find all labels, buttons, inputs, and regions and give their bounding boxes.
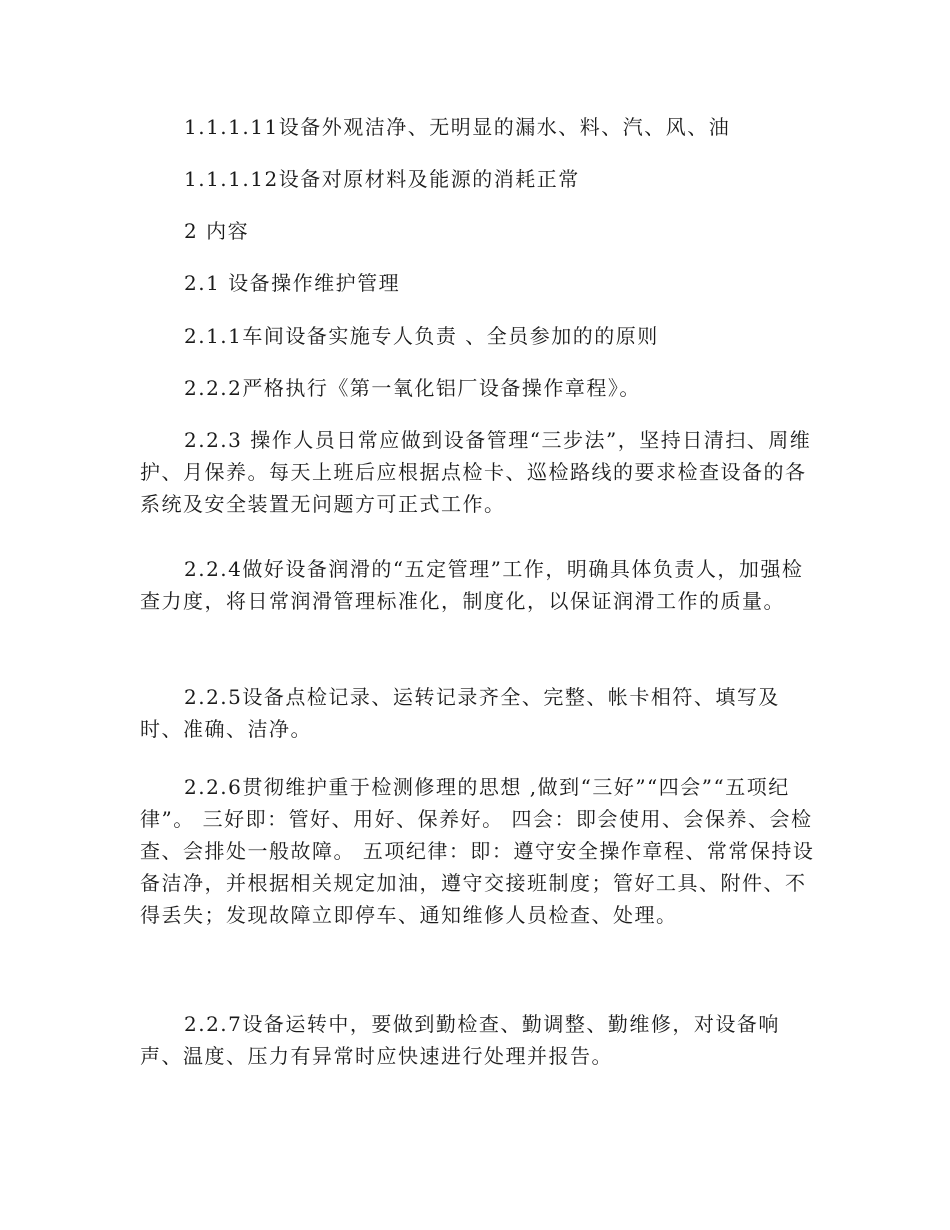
section-heading-2: 2 内容 (184, 219, 250, 243)
paragraph-2-2-7: 2.2.7设备运转中，要做到勤检查、勤调整、勤维修，对设备响声、温度、压力有异常时应快速进行处理并报告。 (140, 1012, 780, 1068)
section-heading-2-1: 2.1 设备操作维护管理 (184, 271, 401, 295)
paragraph-2-2-2: 2.2.2严格执行《第一氧化铝厂设备操作章程》。 (184, 376, 641, 400)
paragraph-2-2-5: 2.2.5设备点检记录、运转记录齐全、完整、帐卡相符、填写及时、准确、洁净。 (140, 685, 780, 741)
paragraph-2-2-3: 2.2.3 操作人员日常应做到设备管理“三步法”，坚持日清扫、周维护、月保养。每天上班后应根据点检卡、巡检路线的要求检查设备的各系统及安全装置无问题方可正式工作。 (140, 428, 812, 516)
paragraph-1-1-1-12: 1.1.1.12设备对原材料及能源的消耗正常 (184, 167, 580, 191)
paragraph-2-2-4: 2.2.4做好设备润滑的“五定管理”工作，明确具体负责人，加强检查力度，将日常润滑管理标准化，制度化，以保证润滑工作的质量。 (140, 557, 804, 613)
paragraph-1-1-1-11: 1.1.1.11设备外观洁净、无明显的漏水、料、汽、风、油 (184, 115, 731, 139)
paragraph-2-1-1: 2.1.1车间设备实施专人负责 、全员参加的的原则 (184, 324, 659, 348)
paragraph-2-2-6: 2.2.6贯彻维护重于检测修理的思想 ,做到“三好”“四会”“五项纪律”。 三好即：管好、用好、保养好。 四会：即会使用、会保养、会检查、会排处一般故障。 五项纪律：即：遵守安全操作章程、常常保持设备洁净，并根据相关规定加油，遵守交接班制度；管好工具、附件、不得丢失；发现故障立即停车、通知维修人员检查、处理。 (140, 775, 815, 927)
